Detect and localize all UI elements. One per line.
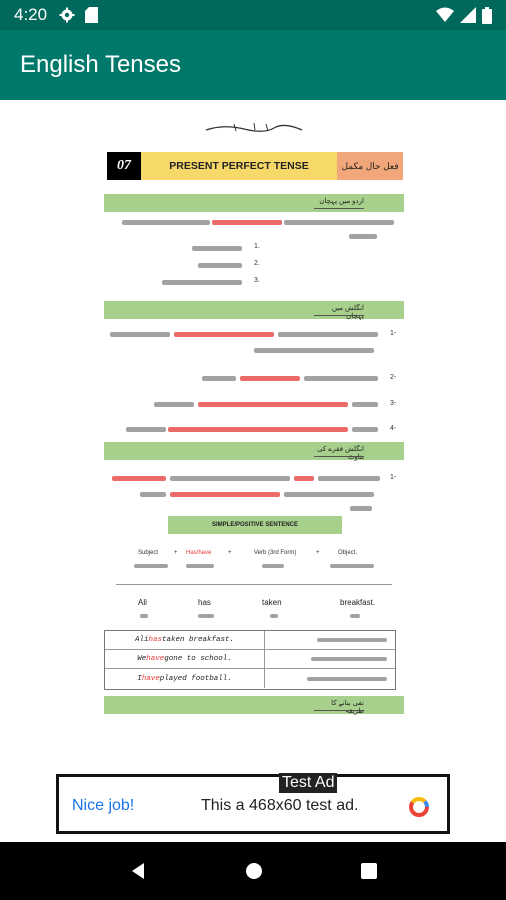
text-line [284, 492, 374, 497]
section-band-3 [104, 442, 404, 460]
text-line [284, 220, 394, 225]
example-english: I have played football. [105, 669, 265, 688]
text-line [134, 564, 168, 568]
text-line-highlight [112, 476, 166, 481]
text-line [140, 492, 166, 497]
text-line [349, 234, 377, 239]
list-number: 2. [254, 260, 260, 267]
sd-card-icon [85, 7, 98, 23]
recents-icon[interactable] [360, 862, 378, 880]
section-band-4 [104, 696, 404, 714]
list-number: 3. [254, 277, 260, 284]
text-line [330, 564, 374, 568]
chapter-title: PRESENT PERFECT TENSE [141, 152, 337, 180]
section-band-1 [104, 194, 404, 212]
examples-table [104, 630, 396, 690]
ad-body[interactable]: This a 468x60 test ad. [201, 797, 359, 814]
text-line [278, 332, 378, 337]
gear-icon [59, 7, 75, 23]
status-bar [0, 0, 506, 30]
ad-choices-logo-icon[interactable] [407, 795, 431, 819]
formula-auxiliary: Has/have [186, 550, 212, 556]
text-line [110, 332, 170, 337]
text-line [186, 564, 214, 568]
text-line [254, 348, 374, 353]
text-line [122, 220, 210, 225]
list-number: 3- [390, 400, 397, 407]
text-line [140, 614, 148, 618]
text-line-highlight [174, 332, 274, 337]
divider [116, 584, 392, 585]
formula-object: Object. [338, 550, 358, 556]
text-line [350, 506, 372, 511]
example-urdu [265, 631, 395, 649]
table-row [105, 669, 395, 688]
text-line [198, 263, 242, 268]
example-word: breakfast. [340, 598, 376, 607]
text-line [192, 246, 242, 251]
example-english: Ali has taken breakfast. [105, 631, 265, 649]
lesson-page-image [104, 112, 404, 718]
section-label-1: اردو میں پہچان [314, 197, 364, 209]
signal-icon [460, 7, 476, 23]
example-urdu [265, 669, 395, 688]
text-line-highlight [212, 220, 282, 225]
formula-verb: Verb (3rd Form) [254, 550, 297, 556]
text-line [198, 614, 214, 618]
text-line [352, 427, 378, 432]
home-icon[interactable] [244, 861, 264, 881]
app-bar [0, 30, 506, 100]
text-line-highlight [240, 376, 300, 381]
text-line [270, 614, 278, 618]
formula-plus: + [228, 550, 232, 556]
text-line [170, 476, 290, 481]
ad-banner-area [0, 768, 506, 842]
text-line [318, 476, 380, 481]
example-word: has [198, 598, 211, 607]
list-number: 1- [390, 330, 397, 337]
table-row [105, 650, 395, 669]
positive-sentence-heading: SIMPLE/POSITIVE SENTENCE [168, 516, 342, 534]
section-label-2: انگلش میں پہچان [314, 304, 364, 316]
text-line [262, 564, 284, 568]
formula-subject: Subject [138, 550, 159, 556]
text-line-highlight [170, 492, 280, 497]
battery-icon [482, 7, 492, 24]
text-line [162, 280, 242, 285]
chapter-title-bar [107, 152, 403, 180]
section-label-3: انگلش فقرے کی بناوٹ [314, 445, 364, 457]
list-number: 2- [390, 374, 397, 381]
content-area[interactable] [0, 100, 506, 768]
section-band-2 [104, 301, 404, 319]
table-row [105, 631, 395, 650]
ad-banner[interactable] [56, 774, 450, 834]
text-line [126, 427, 166, 432]
text-line-highlight [198, 402, 348, 407]
list-number: 1- [390, 474, 397, 481]
example-urdu [265, 650, 395, 668]
text-line-highlight [168, 427, 348, 432]
app-title: English Tenses [20, 51, 181, 78]
list-number: 4- [390, 425, 397, 432]
text-line [350, 614, 360, 618]
chapter-title-urdu: فعل حال مکمل [337, 152, 403, 180]
wifi-icon [436, 7, 454, 23]
system-nav-bar [0, 842, 506, 900]
text-line-highlight [294, 476, 314, 481]
text-line [352, 402, 378, 407]
section-label-4: نفی بنانے کا طریقہ [314, 699, 364, 711]
formula-plus: + [316, 550, 320, 556]
text-line [202, 376, 236, 381]
formula-plus: + [174, 550, 178, 556]
example-word: Ali [138, 598, 147, 607]
example-word: taken [262, 598, 282, 607]
list-number: 1. [254, 243, 260, 250]
text-line [154, 402, 194, 407]
ad-label: Test Ad [279, 773, 337, 793]
bismillah-calligraphy [204, 120, 304, 134]
back-icon[interactable] [128, 861, 148, 881]
text-line [304, 376, 378, 381]
ad-headline[interactable]: Nice job! [72, 797, 135, 814]
example-english: We have gone to school. [105, 650, 265, 668]
status-time: 4:20 [14, 5, 48, 24]
chapter-number: 07 [107, 152, 141, 180]
